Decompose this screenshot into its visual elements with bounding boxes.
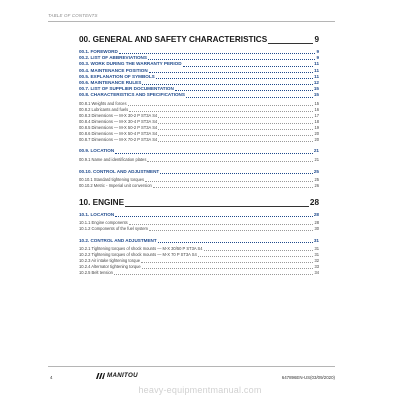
toc-entry-title: 00.8.7 Dimensions — M-X 70-2 P ST3A S4 [79, 136, 158, 142]
toc-entry-title: 00.10.1 Standard tightening torques [79, 176, 145, 182]
toc-entry-title: 00.9. LOCATION [79, 148, 115, 154]
toc-page-number: 21 [314, 156, 319, 162]
toc-page-number: 31 [314, 246, 319, 252]
toc-entry-title: 00.10. CONTROL AND ADJUSTMENT [79, 168, 160, 174]
table-of-contents [79, 34, 319, 276]
toc-entry-title: 00.5. EXPLANATION OF SYMBOLS [79, 73, 155, 79]
toc-entry-title: 10. ENGINE [79, 197, 125, 207]
toc-leader [125, 206, 309, 207]
toc-entry-title: 00.3. WORK DURING THE WARRANTY PERIOD [79, 61, 182, 67]
toc-entry-title: 10.2.4 Alternator tightening torque [79, 264, 141, 270]
toc-entry-title: 00.8.1 Weights and forces [79, 100, 127, 106]
toc-leader [114, 274, 314, 275]
toc-page-number: 16 [314, 106, 319, 112]
toc-leader [142, 84, 313, 85]
toc-entry-title: 00.10.2 Metric - Imperial unit conversion [79, 182, 152, 188]
toc-leader [156, 78, 313, 79]
footer-divider [48, 366, 335, 367]
header-divider [48, 21, 335, 22]
toc-leader [149, 72, 313, 73]
document-code: 647896EN-US(03/09/2020) [281, 375, 335, 380]
toc-chapter[interactable] [79, 34, 319, 45]
toc-leader [186, 97, 313, 98]
toc-leader [145, 181, 313, 182]
toc-page-number: 30 [314, 226, 319, 232]
toc-section[interactable] [79, 212, 319, 218]
toc-page-number: 31 [314, 252, 319, 258]
toc-entry-title: 00.8.3 Dimensions — M-X 30-2 P ST3A S4 [79, 112, 158, 118]
toc-subsection[interactable] [79, 137, 319, 143]
toc-page-number: 26 [314, 182, 319, 188]
toc-leader [128, 105, 314, 106]
toc-entry-title: 10.2.2 Tightening torques of shock mounts — M-X 70 P ST3A S4 [79, 252, 197, 258]
toc-leader [149, 230, 313, 231]
toc-entry-title: 10.2.5 Belt tension [79, 270, 113, 276]
manual-page [48, 8, 335, 392]
toc-leader [158, 141, 313, 142]
toc-page-number: 15 [313, 92, 319, 98]
toc-leader [142, 268, 314, 269]
toc-entry-title: 00.4. MAINTENANCE POSITION [79, 67, 148, 73]
toc-page-number: 20 [314, 136, 319, 142]
toc-entry-title: 00.2. LIST OF ABBREVIATIONS [79, 55, 147, 61]
toc-page-number: 19 [314, 124, 319, 130]
toc-page-number: 11 [314, 61, 319, 67]
toc-entry-title: 00.9.1 Name and identification plates [79, 156, 147, 162]
toc-page-number: 17 [314, 112, 319, 118]
toc-page-number: 28 [314, 220, 319, 226]
toc-page-number: 28 [313, 211, 319, 217]
toc-entry-title: 00.6. MAINTENANCE RULES [79, 79, 142, 85]
toc-page-number: 32 [314, 258, 319, 264]
toc-page-number: 9 [314, 35, 319, 44]
toc-leader [153, 187, 314, 188]
toc-page-number: 18 [314, 118, 319, 124]
toc-section[interactable] [79, 238, 319, 244]
toc-entry-title: 10.1. LOCATION [79, 211, 115, 217]
toc-leader [183, 66, 314, 67]
toc-entry-title: 00.8.2 Lubricants and fuels [79, 106, 129, 112]
toc-subsection[interactable] [79, 157, 319, 163]
toc-leader [148, 59, 316, 60]
watermark: heavy-equipmentmanual.com [138, 385, 262, 395]
toc-subsection[interactable] [79, 270, 319, 276]
toc-page-number: 9 [316, 49, 319, 54]
toc-entry-title: 10.1.1 Engine components [79, 220, 128, 226]
brand-name: MANITOU [107, 372, 138, 379]
toc-entry-title: 00. GENERAL AND SAFETY CHARACTERISTICS [79, 35, 268, 44]
toc-page-number: 25 [314, 176, 319, 182]
toc-leader [119, 53, 316, 54]
toc-entry-title: 10.2.1 Tightening torques of shock mounts — M-X 30/50 P ST3A S4 [79, 246, 203, 252]
toc-leader [129, 224, 314, 225]
toc-page-number: 31 [313, 238, 319, 244]
toc-page-number: 20 [314, 130, 319, 136]
toc-leader [158, 135, 313, 136]
toc-leader [115, 216, 313, 217]
toc-entry-title: 00.1. FOREWORD [79, 49, 118, 54]
toc-leader [115, 153, 313, 154]
toc-entry-title: 00.8. CHARACTERISTICS AND SPECIFICATIONS [79, 92, 185, 98]
toc-leader [204, 250, 314, 251]
toc-entry-title: 10.1.2 Components of the fuel system [79, 226, 148, 232]
toc-entry-title: 10.2.3 Air intake tightening torque [79, 258, 140, 264]
toc-section[interactable] [79, 149, 319, 155]
toc-page-number: 34 [314, 270, 319, 276]
toc-entry-title: 00.8.5 Dimensions — M-X 50-2 P ST3A S4 [79, 124, 158, 130]
toc-entry-title: 00.8.6 Dimensions — M-X 50-4 P ST3A S4 [79, 130, 158, 136]
toc-page-number: 33 [314, 264, 319, 270]
toc-entry-title: 10.2. CONTROL AND ADJUSTMENT [79, 238, 157, 244]
toc-leader [160, 173, 313, 174]
toc-leader [158, 242, 313, 243]
toc-leader [268, 43, 313, 44]
toc-leader [158, 129, 313, 130]
toc-entry-title: 00.8.4 Dimensions — M-X 30-4 P ST3A S4 [79, 118, 158, 124]
toc-page-number: 25 [313, 168, 319, 174]
toc-leader [147, 161, 313, 162]
toc-page-number: 9 [316, 55, 319, 61]
toc-page-number: 15 [313, 86, 319, 92]
toc-leader [175, 90, 313, 91]
toc-page-number: 11 [314, 73, 319, 79]
toc-page-number: 12 [313, 79, 319, 85]
toc-entry-title: 00.7. LIST OF SUPPLIER DOCUMENTATION [79, 86, 174, 92]
toc-leader [158, 117, 313, 118]
toc-subsection[interactable] [79, 183, 319, 189]
manitou-logo [96, 372, 138, 379]
toc-page-number: 21 [313, 148, 319, 154]
toc-leader [198, 256, 314, 257]
toc-section[interactable] [79, 169, 319, 175]
toc-page-number: 28 [309, 197, 319, 207]
toc-section[interactable] [79, 92, 319, 98]
toc-subsection[interactable] [79, 226, 319, 232]
toc-leader [141, 262, 313, 263]
toc-leader [158, 123, 313, 124]
page-number: 4 [50, 375, 53, 380]
running-header: TABLE OF CONTENTS [48, 13, 98, 18]
toc-leader [129, 111, 313, 112]
toc-page-number: 11 [314, 67, 319, 73]
manitou-logo-icon [96, 373, 105, 379]
toc-chapter[interactable] [79, 197, 319, 208]
toc-page-number: 15 [314, 100, 319, 106]
